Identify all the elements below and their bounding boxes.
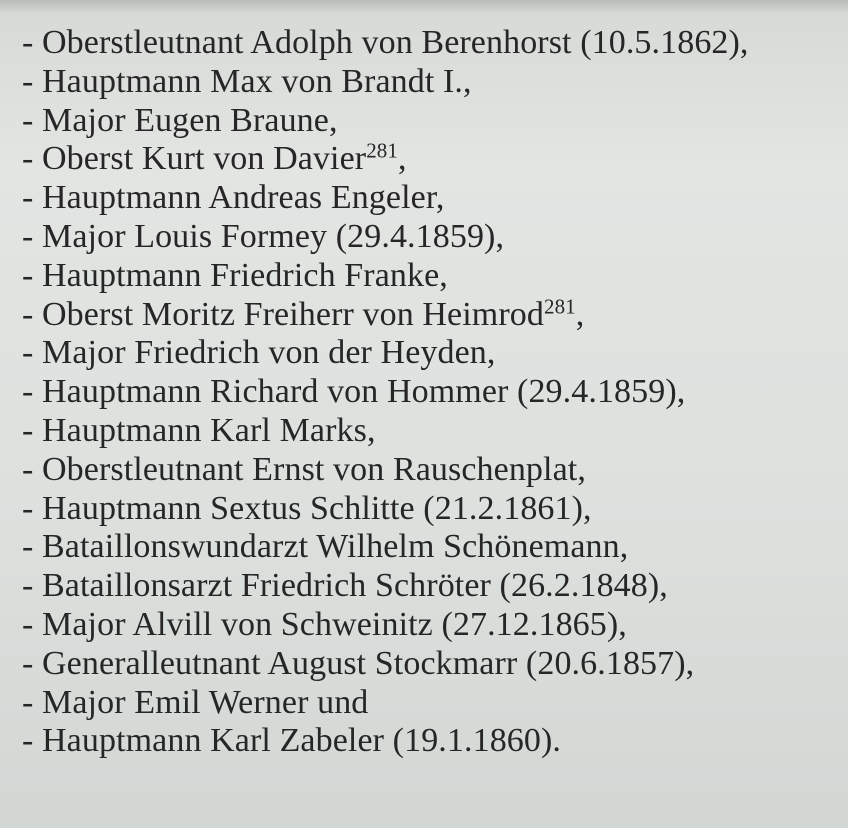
- entry-text: - Oberst Moritz Freiherr von Heimrod: [22, 295, 544, 333]
- list-item: [22, 63, 749, 102]
- entry-text: - Hauptmann Sextus Schlitte (21.2.1861),: [22, 489, 592, 527]
- list-item: [22, 451, 749, 490]
- entry-text: - Hauptmann Karl Zabeler (19.1.1860).: [22, 722, 562, 760]
- list-item: [22, 24, 749, 63]
- entry-text: - Bataillonsarzt Friedrich Schröter (26.2.1848),: [22, 567, 668, 605]
- list-item: [22, 373, 749, 412]
- list-item: [22, 334, 749, 373]
- officer-list: [22, 24, 749, 761]
- list-item: [22, 257, 749, 296]
- entry-text: - Major Louis Formey (29.4.1859),: [22, 217, 505, 255]
- entry-tail: ,: [398, 140, 407, 178]
- entry-text: - Hauptmann Max von Brandt I.,: [22, 62, 472, 100]
- page-edge-shadow: [0, 0, 848, 14]
- list-item: [22, 722, 749, 761]
- footnote-marker: 281: [543, 294, 576, 319]
- list-item: [22, 528, 749, 567]
- list-item: [22, 140, 749, 179]
- entry-text: - Generalleutnant August Stockmarr (20.6.1857),: [22, 644, 695, 682]
- entry-text: - Hauptmann Richard von Hommer (29.4.1859),: [22, 373, 686, 411]
- list-item: [22, 684, 749, 723]
- entry-text: - Major Friedrich von der Heyden,: [22, 334, 496, 372]
- list-item: [22, 606, 749, 645]
- entry-tail: ,: [575, 295, 585, 333]
- entry-text: - Major Alvill von Schweinitz (27.12.1865),: [22, 605, 627, 643]
- list-item: [22, 567, 749, 606]
- list-item: [22, 102, 749, 141]
- list-item: [22, 296, 749, 335]
- entry-text: - Major Emil Werner und: [22, 683, 369, 721]
- footnote-marker: 281: [366, 138, 399, 163]
- entry-text: - Oberstleutnant Adolph von Berenhorst (10.5.1862),: [22, 24, 749, 61]
- entry-text: - Hauptmann Friedrich Franke,: [22, 256, 448, 294]
- entry-text: - Hauptmann Andreas Engeler,: [22, 179, 445, 217]
- list-item: [22, 645, 749, 684]
- entry-text: - Bataillonswundarzt Wilhelm Schönemann,: [22, 528, 629, 566]
- list-item: [22, 412, 749, 451]
- entry-text: - Oberstleutnant Ernst von Rauschenplat,: [22, 450, 586, 488]
- list-item: [22, 179, 749, 218]
- entry-text: - Oberst Kurt von Davier: [22, 140, 367, 178]
- list-item: [22, 490, 749, 529]
- entry-text: - Major Eugen Braune,: [22, 101, 338, 139]
- list-item: [22, 218, 749, 257]
- entry-text: - Hauptmann Karl Marks,: [22, 411, 376, 449]
